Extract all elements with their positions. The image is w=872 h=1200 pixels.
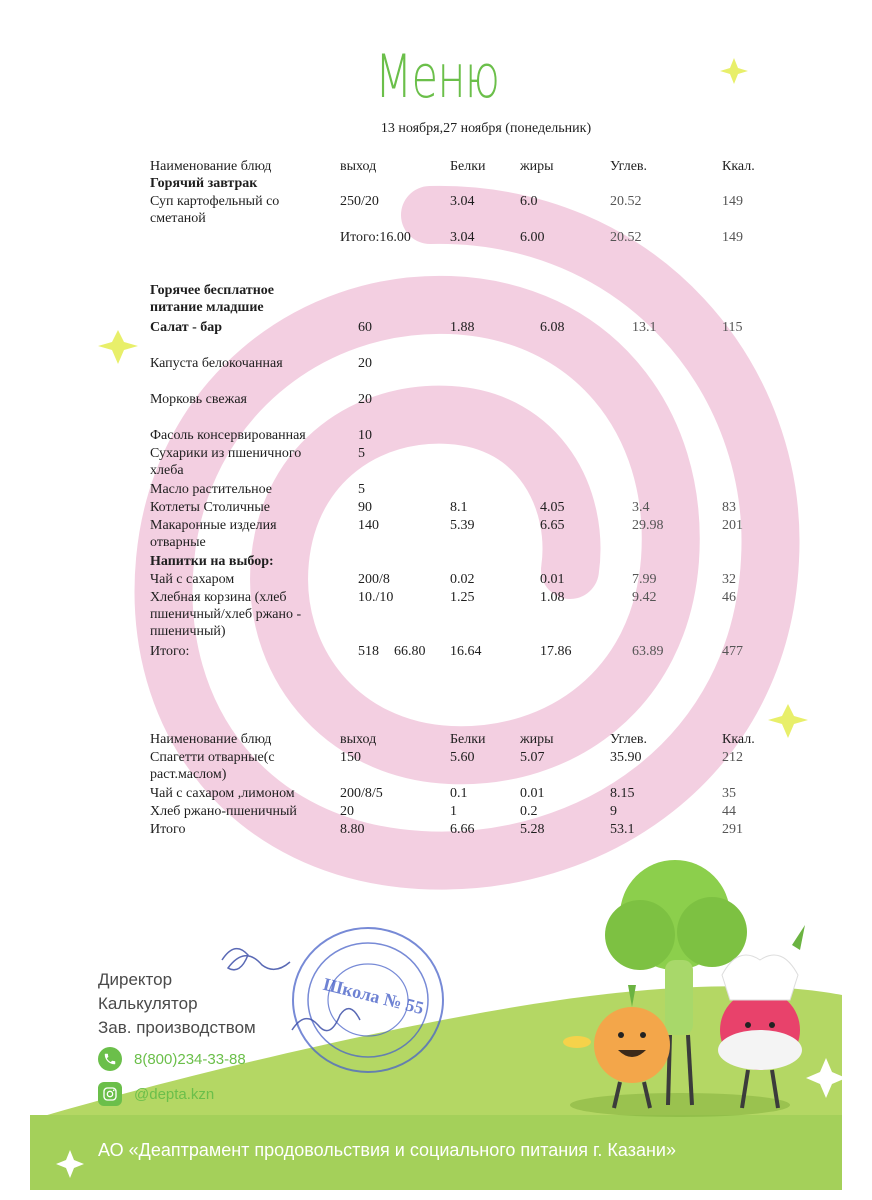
dish-output: 140	[358, 518, 379, 533]
menu2-total-carbs: 53.1	[610, 822, 635, 837]
header-output: выход	[340, 732, 377, 747]
ingredient-name: Морковь свежая	[150, 392, 247, 407]
lunch-total-protein: 16.64	[450, 644, 482, 659]
breakfast-total-carbs: 20.52	[610, 230, 642, 245]
dish-carbs: 8.15	[610, 786, 635, 801]
signature-production: Зав. производством	[98, 1018, 256, 1037]
dish-protein: 1.88	[450, 320, 475, 335]
dish-kcal: 115	[722, 320, 743, 335]
phone-icon	[98, 1047, 122, 1071]
menu2-total-output: 8.80	[340, 822, 365, 837]
breakfast-total-fat: 6.00	[520, 230, 545, 245]
dish-protein: 5.39	[450, 518, 475, 533]
dish-carbs: 20.52	[610, 194, 642, 209]
dish-fat: 6.08	[540, 320, 565, 335]
menu-date: 13 ноября,27 ноября (понедельник)	[380, 121, 592, 136]
dish-output: 20	[340, 804, 354, 819]
breakfast-total-protein: 3.04	[450, 230, 475, 245]
ingredient-output: 5	[358, 446, 365, 461]
phone-number: 8(800)234-33-88	[134, 1050, 246, 1068]
dish-protein: 0.1	[450, 786, 468, 801]
lunch-total-label: Итого:	[150, 644, 190, 659]
dish-name: Салат - бар	[150, 320, 223, 335]
dish-output: 250/20	[340, 194, 379, 209]
dish-kcal: 32	[722, 572, 736, 587]
dish-fat: 0.01	[520, 786, 545, 801]
dish-name: Чай с сахаром ,лимоном	[150, 786, 295, 801]
dish-name: Спагетти отварные(с раст.маслом)	[150, 750, 275, 782]
dish-name: Суп картофельный со сметаной	[150, 194, 280, 226]
dish-fat: 0.2	[520, 804, 538, 819]
menu2-total-label: Итого	[150, 822, 186, 837]
dish-name: Хлебная корзина (хлеб пшеничный/хлеб ржано - пшеничный)	[150, 590, 302, 639]
dish-protein: 0.02	[450, 572, 475, 587]
ingredient-output: 10	[358, 428, 372, 443]
ingredient-name: Капуста белокочанная	[150, 356, 283, 371]
ingredient-output: 20	[358, 392, 372, 407]
dish-name: Хлеб ржано-пшеничный	[150, 804, 297, 819]
dish-protein: 3.04	[450, 194, 475, 209]
dish-carbs: 3.4	[632, 500, 650, 515]
dish-fat: 5.07	[520, 750, 545, 765]
dish-output: 150	[340, 750, 361, 765]
lunch-total-fat: 17.86	[540, 644, 572, 659]
dish-name: Котлеты Столичные	[150, 500, 270, 515]
header-kcal: Ккал.	[722, 159, 755, 174]
stamp-text: Школа № 55	[321, 973, 426, 1019]
header-dish-name: Наименование блюд	[150, 159, 272, 174]
signature-director: Директор	[98, 970, 173, 989]
dish-fat: 1.08	[540, 590, 565, 605]
dish-carbs: 9.42	[632, 590, 657, 605]
breakfast-total-label: Итого:16.00	[340, 230, 411, 245]
dish-carbs: 29.98	[632, 518, 664, 533]
menu2-total-fat: 5.28	[520, 822, 545, 837]
dish-output: 60	[358, 320, 372, 335]
dish-carbs: 9	[610, 804, 617, 819]
contact-phone[interactable]	[98, 1047, 246, 1071]
section-hot-breakfast: Горячий завтрак	[150, 176, 258, 191]
dish-output: 200/8	[358, 572, 390, 587]
ingredient-output: 5	[358, 482, 365, 497]
footer-organization: АО «Деаптрамент продовольствия и социального питания г. Казани»	[98, 1140, 676, 1160]
dish-fat: 0.01	[540, 572, 565, 587]
header-carbs: Углев.	[610, 732, 648, 747]
header-carbs: Углев.	[610, 159, 648, 174]
dish-output: 200/8/5	[340, 786, 383, 801]
dish-carbs: 7.99	[632, 572, 657, 587]
lunch-total-output: 518	[358, 644, 379, 659]
instagram-icon	[98, 1082, 122, 1106]
contact-instagram[interactable]	[98, 1082, 214, 1106]
dish-carbs: 35.90	[610, 750, 642, 765]
lunch-total-kcal: 477	[722, 644, 743, 659]
ingredient-name: Сухарики из пшеничного хлеба	[150, 446, 302, 478]
header-fat: жиры	[520, 732, 554, 747]
lunch-total-carbs: 63.89	[632, 644, 664, 659]
dish-kcal: 44	[722, 804, 736, 819]
instagram-handle: @depta.kzn	[134, 1085, 215, 1103]
dish-output: 10./10	[358, 590, 394, 605]
dish-output: 90	[358, 500, 372, 515]
header-dish-name: Наименование блюд	[150, 732, 272, 747]
dish-kcal: 201	[722, 518, 743, 533]
section-free-lunch: Горячее бесплатное питание младшие	[150, 283, 274, 315]
section-drinks: Напитки на выбор:	[150, 554, 274, 569]
dish-kcal: 149	[722, 194, 743, 209]
menu2-total-protein: 6.66	[450, 822, 475, 837]
dish-kcal: 83	[722, 500, 736, 515]
dish-kcal: 212	[722, 750, 743, 765]
dish-fat: 6.65	[540, 518, 565, 533]
ingredient-output: 20	[358, 356, 372, 371]
header-protein: Белки	[450, 732, 486, 747]
dish-protein: 5.60	[450, 750, 475, 765]
dish-protein: 1	[450, 804, 457, 819]
dish-protein: 8.1	[450, 500, 468, 515]
dish-carbs: 13.1	[632, 320, 657, 335]
dish-protein: 1.25	[450, 590, 475, 605]
dish-name: Чай с сахаром	[150, 572, 235, 587]
header-kcal: Ккал.	[722, 732, 755, 747]
header-fat: жиры	[520, 159, 554, 174]
ingredient-name: Фасоль консервированная	[150, 428, 306, 443]
dish-fat: 6.0	[520, 194, 538, 209]
ingredient-name: Масло растительное	[150, 482, 272, 497]
header-protein: Белки	[450, 159, 486, 174]
dish-kcal: 46	[722, 590, 736, 605]
breakfast-total-kcal: 149	[722, 230, 743, 245]
header-output: выход	[340, 159, 377, 174]
menu2-total-kcal: 291	[722, 822, 743, 837]
lunch-total-price: 66.80	[394, 644, 426, 659]
signature-calculator: Калькулятор	[98, 994, 198, 1013]
dish-name: Макаронные изделия отварные	[150, 518, 277, 550]
dish-kcal: 35	[722, 786, 736, 801]
dish-fat: 4.05	[540, 500, 565, 515]
page-title: Меню	[374, 42, 500, 112]
